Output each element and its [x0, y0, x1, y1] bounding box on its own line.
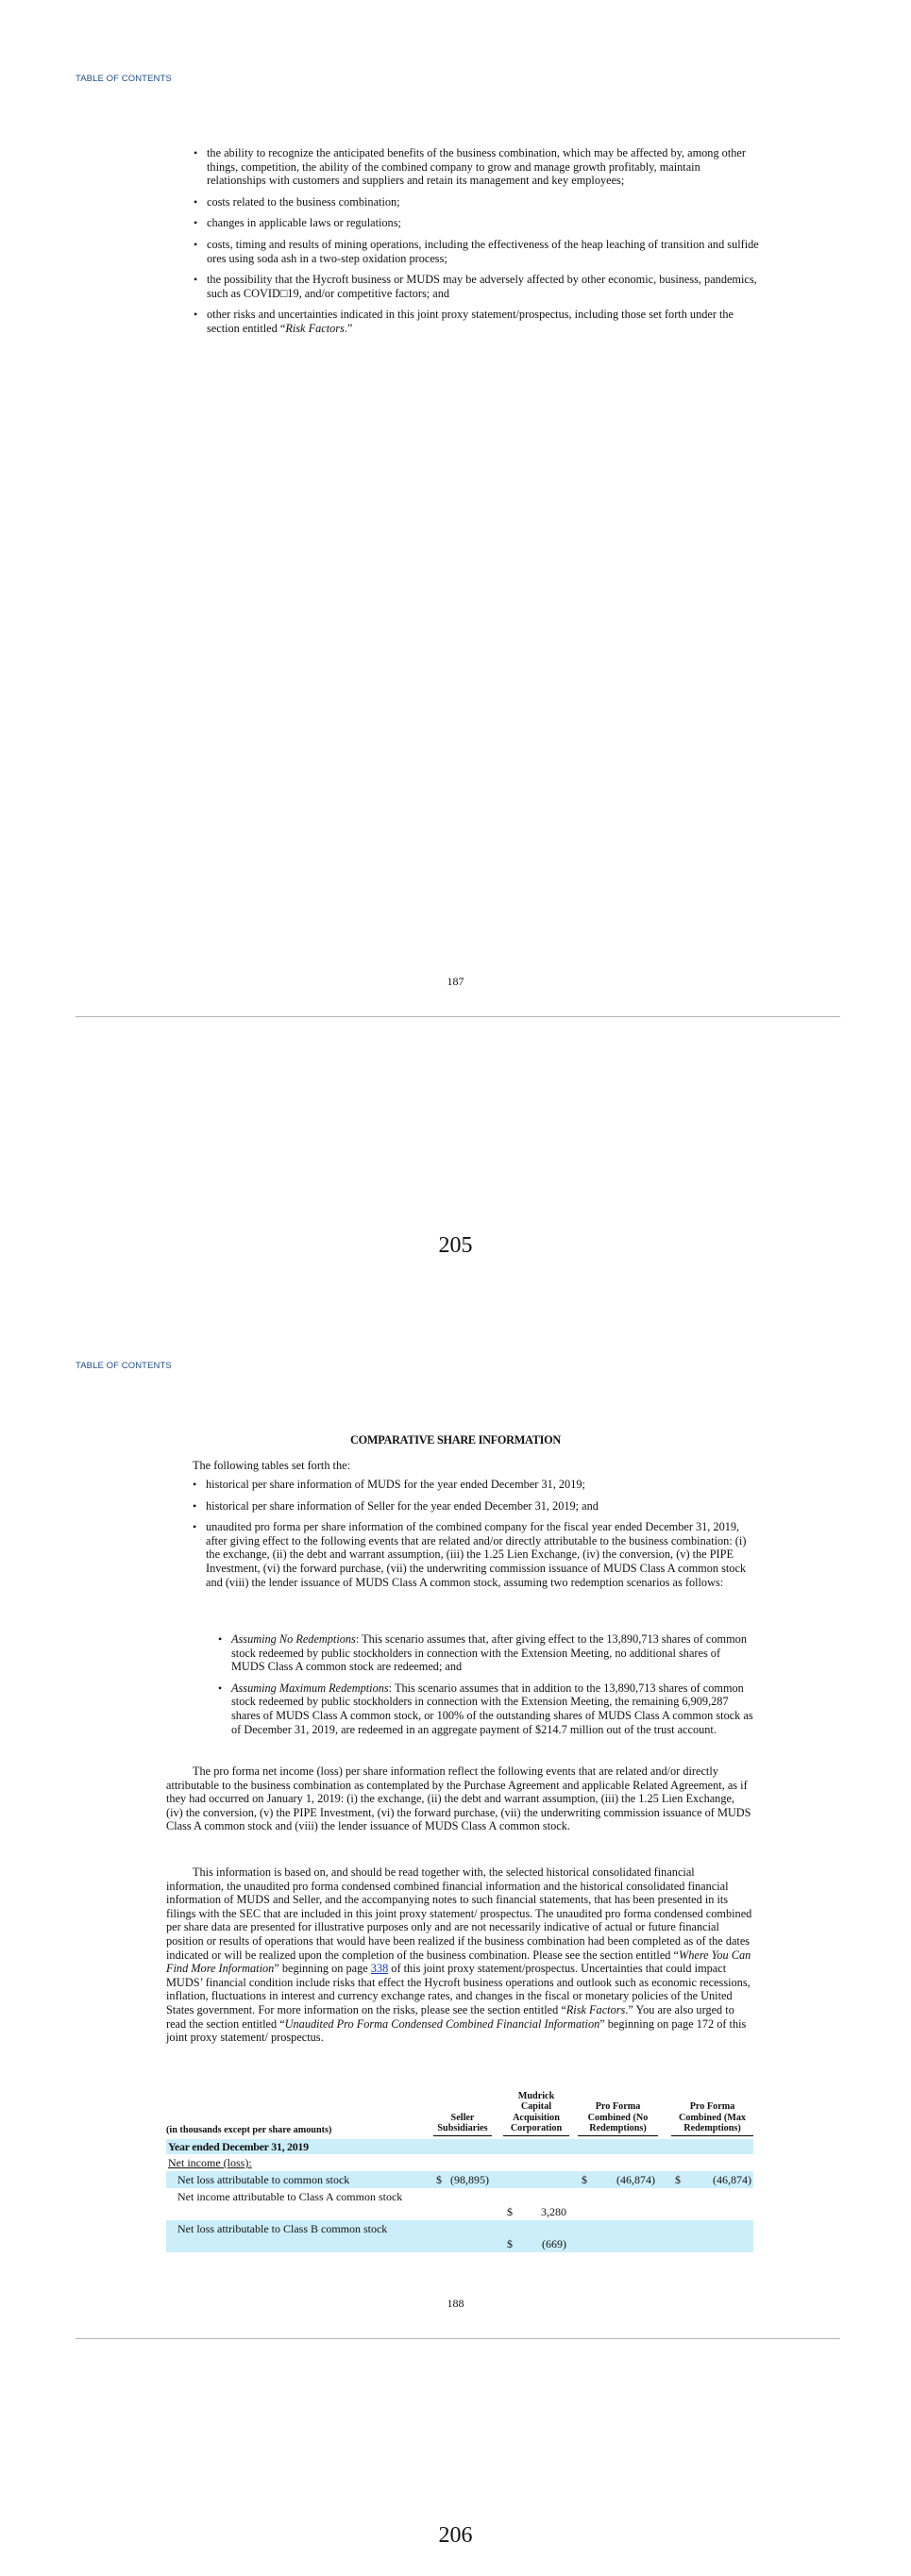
row-label [177, 2190, 418, 2204]
comparative-share-table [166, 2089, 753, 2252]
sheet-number: 206 [438, 2523, 473, 2548]
table-of-contents-link[interactable]: TABLE OF CONTENTS [76, 74, 172, 84]
section-heading: COMPARATIVE SHARE INFORMATION [350, 1433, 561, 1447]
currency-sign: $ [436, 2173, 442, 2186]
subsection-label: Net income (loss): [168, 2156, 252, 2169]
text-run: .” You are also urged to read the section entitled “ [166, 2002, 734, 2031]
column-header: Seller Subsidiaries [433, 2113, 492, 2136]
list-item: • historical per share information of Seller for the year ended December 31, 2019; and [193, 1499, 759, 1514]
text-run-italic: Risk Factors [285, 321, 345, 335]
column-header: Mudrick Capital Acquisition Corporation [503, 2091, 569, 2136]
column-header: Pro Forma Combined (No Redemptions) [578, 2101, 658, 2136]
page-divider [76, 1016, 840, 1017]
table-header [166, 2089, 753, 2136]
table-row [166, 2220, 753, 2252]
page-link[interactable]: 338 [370, 1962, 389, 1976]
sheet-number: 205 [438, 1233, 473, 1258]
list-item: • the ability to recognize the anticipated benefits of the business combination, which may be affected by, among other things, competition, the ability of the combined company to grow and manage growth profitably, maintain relationships with customers and suppliers and retain its management and key employees; [194, 146, 760, 188]
currency-sign: $ [507, 2205, 513, 2218]
table-of-contents-link[interactable]: TABLE OF CONTENTS [76, 1361, 172, 1371]
table-section-row [166, 2139, 753, 2154]
list-item: • historical per share information of MUDS for the year ended December 31, 2019; [193, 1478, 759, 1492]
scenario-title: Assuming Maximum Redemptions [231, 1681, 389, 1695]
list-item: • the possibility that the Hycroft business or MUDS may be adversely affected by other economic, business, pandemics, such as COVID□19, and/or competitive factors; and [194, 273, 760, 300]
table-row [166, 2171, 753, 2188]
mudrick-value: 3,280 [541, 2205, 566, 2218]
currency-sign: $ [675, 2173, 681, 2186]
units-header: (in thousands except per share amounts) [166, 2125, 332, 2135]
pro-forma-max-value: (46,874) [713, 2173, 751, 2186]
mudrick-value: (669) [542, 2237, 566, 2250]
list-item [218, 1681, 756, 1736]
table-row [166, 2188, 753, 2220]
row-label-text: Net income attributable to Class A common stock [177, 2190, 403, 2203]
table-subsection-row [166, 2154, 753, 2171]
page-divider [76, 2338, 840, 2339]
row-label-text: Net loss attributable to Class B common stock [177, 2222, 388, 2235]
text-run: ” beginning on page [274, 1962, 371, 1976]
list-item [194, 308, 760, 335]
currency-sign: $ [582, 2173, 587, 2186]
seller-value: (98,895) [450, 2173, 489, 2186]
text-run: other risks and uncertainties indicated in this joint proxy statement/prospectus, including those set forth under the section entitled “ [207, 308, 734, 335]
section-label: Year ended December 31, 2019 [168, 2140, 309, 2153]
text-run: .” [344, 321, 353, 335]
text-run: ” beginning on page 172 of this joint proxy statement/ prospectus. [166, 2016, 747, 2045]
text-run: of this joint proxy statement/prospectus. Uncertainties that could impact MUDS’ financial condition include risks that effect the Hycroft business operations and outlook such as economic recessions, inflation, fluctuations in interest and currency exchange rates, and changes in the fiscal or monetary policies of the United States government. For more information on the risks, please see the section entitled “ [166, 1962, 751, 2016]
pro-forma-no-value: (46,874) [616, 2173, 655, 2186]
list-item: • costs, timing and results of mining operations, including the effectiveness of the heap leaching of transition and sulfide ores using soda ash in a two-step oxidation process; [194, 238, 760, 265]
currency-sign: $ [507, 2237, 513, 2250]
redemption-scenarios-list [218, 1632, 756, 1744]
page-number: 187 [447, 975, 464, 988]
text-run: This information is based on, and should be read together with, the selected historical consolidated financial information, the unaudited pro forma condensed combined financial information and the historical consolidated financial information of MUDS and Seller, and the accompanying notes to such financial statements, that has been presented in its filings with the SEC that are included in this joint proxy statement/ prospectus. The unaudited pro forma condensed combined per share data are presented for illustrative purposes only and are not necessarily indicative of actual or future financial position or results of operations that would have been realized if the business combination had been completed as of the dates indicated or will be realized upon the completion of the business combination. Please see the section entitled “ [166, 1865, 752, 1962]
text-run-italic: Where You Can Find More Information [166, 1948, 751, 1976]
list-item: • changes in applicable laws or regulations; [194, 216, 760, 230]
text-run-italic: Risk Factors [565, 2002, 626, 2016]
intro-text: The following tables set forth the: [193, 1459, 350, 1472]
risk-bullet-list [194, 146, 760, 343]
column-header: Pro Forma Combined (Max Redemptions) [671, 2101, 753, 2136]
page-number: 188 [447, 2297, 464, 2310]
scenario-text: : This scenario assumes that, after giving effect to the 13,890,713 shares of common stock redeemed by public stockholders in connection with the Extension Meeting, no additional shares of MUDS Class A common stock are redeemed; and [231, 1632, 747, 1674]
pro-forma-paragraph: The pro forma net income (loss) per share information reflect the following events that are related and/or directly attributable to the business combination as contemplated by the Purchase Agreement and applicable Related Agreement, as if they had occurred on January 1, 2019: (i) the exchange, (ii) the debt and warrant assumption, (iii) the 1.25 Lien Exchange, (iv) the conversion, (v) the PIPE Investment, (vi) the forward purchase, (vii) the underwriting commission issuance of MUDS Class A common stock and (viii) the lender issuance of MUDS Class A common stock. [166, 1765, 751, 1833]
list-item [218, 1632, 756, 1674]
list-item: • unaudited pro forma per share information of the combined company for the fiscal year ended December 31, 2019, after giving effect to the following events that are related and/or directly attributable to the business combination: (i) the exchange, (ii) the debt and warrant assumption, (iii) the 1.25 Lien Exchange, (iv) the conversion, (v) the PIPE Investment, (vi) the forward purchase, (vii) the underwriting commission issuance of MUDS Class A common stock and (viii) the lender issuance of MUDS Class A common stock, assuming two redemption scenarios as follows: [193, 1520, 759, 1589]
table-contents-list [193, 1478, 759, 1597]
scenario-text: : This scenario assumes that in addition to the 13,890,713 shares of common stock redeemed by public stockholders in connection with the Extension Meeting, the remaining 6,909,287 shares of MUDS Class A common stock, or 100% of the outstanding shares of MUDS Class A common stock as of December 31, 2019, are redeemed in an aggregate payment of $214.7 million out of the trust account. [231, 1681, 753, 1736]
basis-paragraph [166, 1865, 753, 2045]
row-label: Net loss attributable to common stock [177, 2173, 350, 2186]
list-item: • costs related to the business combination; [194, 195, 760, 209]
text-run-italic: Unaudited Pro Forma Condensed Combined Financial Information [284, 2016, 600, 2031]
scenario-title: Assuming No Redemptions [231, 1632, 356, 1646]
row-label [177, 2222, 418, 2236]
